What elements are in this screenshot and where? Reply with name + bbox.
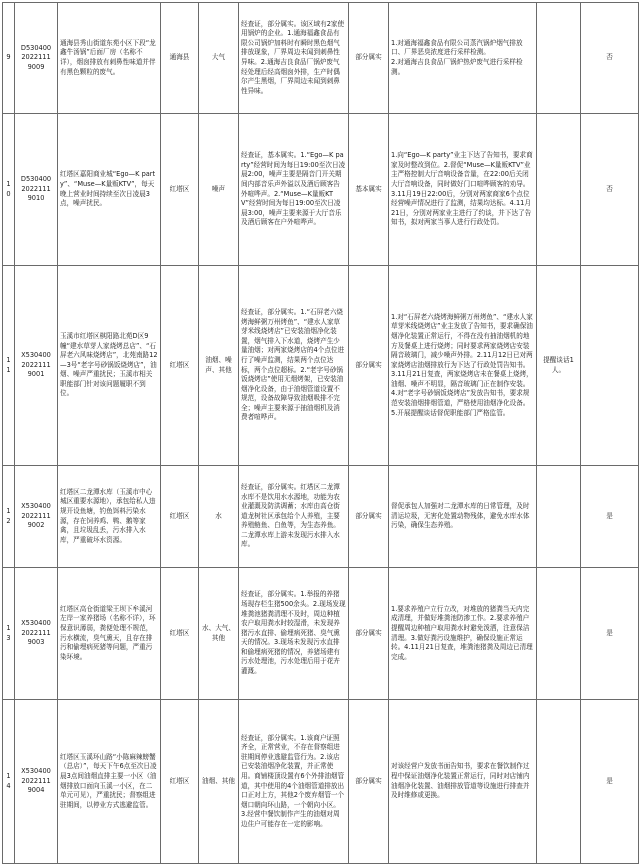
- row-number: 12: [3, 466, 15, 568]
- table-row: [3, 114, 639, 266]
- pollution-type: 噪声: [199, 114, 239, 266]
- investigation-result: 经查证，部分属实。1.举报的养猪场现存栏生猪500余头。2.现场发现堆粪池猪粪清理不及时，周边种植农户取用粪水时较湿滑，未发现养猪污水直排、偷埋病死猪、臭气熏天的情况。3.现场未发现污水直排和偷埋病死猪的情况，养猪场建有污水处理池，污水处理后用于花卉灌溉。: [239, 568, 349, 700]
- public-disclosure: 否: [581, 3, 639, 114]
- verification-status: 部分属实: [349, 3, 389, 114]
- verification-status: 部分属实: [349, 266, 389, 466]
- rectification-measures: 1.要求养殖户立行立改，对堆放的猪粪当天内完成清理，并做好堆粪池防渗工作。2.要求养殖户提醒周边种植户取用粪水时避免泼洒，注意保洁清理。3.做好粪污设施维护，确保设施正常运转。4.11月21日复查，堆粪池猪粪及周边已清理完成。: [389, 568, 537, 700]
- row-number: 11: [3, 266, 15, 466]
- complaint-description: 红塔区嘉阳商业城“Ego—K party”、“Muse—K量贩KTV”，每天晚上营业时间持续至次日凌晨3点，噪声扰民。: [58, 114, 161, 266]
- complaint-code: X530400 2022111 9004: [15, 700, 58, 864]
- verification-status: 部分属实: [349, 700, 389, 864]
- investigation-result: 经查证，部分属实。该区域有2家使用锅炉的企业。1.通海福鑫食品有限公司锅炉加料时有瞬时黑色烟气排放现象，厂界周边未闻到刺鼻性异味。2.通海吉良食品厂锅炉废气经处理后经高烟囱外排，生产时偶尔产生黑烟，厂界周边未闻到刺鼻性异味。: [239, 3, 349, 114]
- complaint-description: 通海县秀山街道东苑小区下段“龙鑫牛汤锅”后面厂房（名称不详），烟囱排放有刺鼻性味道并伴有黑色颗粒的废气。: [58, 3, 161, 114]
- accountability: [537, 114, 581, 266]
- pollution-type: 油烟、其他: [199, 700, 239, 864]
- public-disclosure: 是: [581, 568, 639, 700]
- district: 红塔区: [161, 568, 199, 700]
- pollution-type: 水、大气、其他: [199, 568, 239, 700]
- verification-status: 部分属实: [349, 466, 389, 568]
- complaint-table: [2, 2, 639, 864]
- complaint-code: X530400 2022111 9003: [15, 568, 58, 700]
- complaint-description: 红塔区玉溪环山路“小陈麻辣螃蟹（总店）”，每天下午6点至次日凌晨3点间油烟直排主要一小区（油烟排放口面向玉溪一小区，在二单元可见），严重扰民；督察组进驻期间，以停业方式逃避监管。: [58, 700, 161, 864]
- rectification-measures: 对该经营户发放书面告知书，要求在餐饮制作过程中保证油烟净化装置正常运行，同时对店铺内油烟净化装置、油烟排放管道等设施进行排查并及时维修或更换。: [389, 700, 537, 864]
- district: 红塔区: [161, 114, 199, 266]
- pollution-type: 油烟、噪声、其他: [199, 266, 239, 466]
- district: 通海县: [161, 3, 199, 114]
- pollution-type: 水: [199, 466, 239, 568]
- complaint-description: 红塔区高仓街道梁王坝下牟溪河左岸一家养猪场（名称不详），环保意识薄弱，粪便处理不规范，污水横流，臭气熏天，且存在排污和偷埋病死猪等问题，严重污染环境。: [58, 568, 161, 700]
- table-row: [3, 3, 639, 114]
- row-number: 10: [3, 114, 15, 266]
- verification-status: 部分属实: [349, 568, 389, 700]
- row-number: 9: [3, 3, 15, 114]
- district: 红塔区: [161, 466, 199, 568]
- complaint-code: D530400 2022111 9010: [15, 114, 58, 266]
- pollution-type: 大气: [199, 3, 239, 114]
- rectification-measures: 1.对“石屏老六烧烤海鲜粥万州烤鱼”、“建水人家草芽米线烧烤店”业主发放了告知书，要求确保油烟净化装置正常运行，不得在没有抽油烟机的地方及餐桌上进行烧烤；同时要求两家烧烤店安装隔音玻璃门，减少噪声外排。2.11月12日已对两家烧烤店油烟排放行为下达了行政处罚告知书。3.11月21日复查，两家烧烤店未在餐桌上烧烤，油烟、噪声不明显，隔音玻璃门正在制作安装。4.对“老字号砂锅饭烧烤店”发放告知书，要求规范安装油烟排烟管道，严格使用油烟净化设备。5.开展提醒谈话督促职能部门严格监管。: [389, 266, 537, 466]
- table-row: [3, 266, 639, 466]
- rectification-measures: 1.向“Ego—K party”业主下达了告知书，要求商家及时整改到位。2.督促“Muse—K量贩KTV”业主严格控制大厅音响设备音量，在22:00后关闭大厅音响设备，同时做好门口喧哗顾客的劝导。3.11月19日22:00后，分别对两家商家6个点位经营噪声情况进行了监测，结果均达标。4.11月21日，分别对两家业主进行了约谈，并下达了告知书，拟对两家当事人进行行政处罚。: [389, 114, 537, 266]
- public-disclosure: 否: [581, 114, 639, 266]
- accountability: 提醒谈话1人。: [537, 266, 581, 466]
- verification-status: 基本属实: [349, 114, 389, 266]
- complaint-description: 红塔区二龙潭水库（玉溪市中心城区重要水源地），承包给私人违规开设鱼塘，钓鱼饵料污染水源，存在饲养鸡、鸭、鹅等家禽，且垃圾乱丢，污水排入水库，严重破坏水资源。: [58, 466, 161, 568]
- accountability: [537, 466, 581, 568]
- table-row: [3, 700, 639, 864]
- complaint-code: X530400 2022111 9002: [15, 466, 58, 568]
- public-disclosure: [581, 266, 639, 466]
- investigation-result: 经查证，部分属实。1.该商户证照齐全，正常营业，不存在督察组进驻期间停业逃避监管行为。2.该店已安装油烟净化装置，并正常使用。商铺楼顶设置有6个外排油烟管道，其中使用的4个油烟管道排放出口正对上方，其他2个废弃烟管一个烟口朝向环山路，一个朝向小区。3.经营中餐饮制作产生的油烟对周边住户可能存在一定的影响。: [239, 700, 349, 864]
- complaint-code: D530400 2022111 9009: [15, 3, 58, 114]
- accountability: [537, 700, 581, 864]
- investigation-result: 经查证，部分属实。1.“石屏老六烧烤海鲜粥万州烤鱼”、“建水人家草芽米线烧烤店”已安装油烟净化装置，烟气排入下水道，烧烤产生少量油烟；对两家烧烤店的4个点位进行了噪声监测，结果两个点位达标，两个点位超标。2.“老字号砂锅饭烧烤店”使用无烟烤架，已安装油烟净化设备，由于油烟管道设置不规范，设备故障导致油烟吸排不完全；噪声主要来源于抽油烟机及消费者喧哗声。: [239, 266, 349, 466]
- rectification-measures: 督促承包人加强对二龙潭水库的日常管理，及时清运垃圾，无害化处置动物残体，避免水库水体污染，确保生态养殖。: [389, 466, 537, 568]
- accountability: [537, 3, 581, 114]
- row-number: 13: [3, 568, 15, 700]
- rectification-measures: 1.对通海福鑫食品有限公司蒸汽锅炉烟气排放口、厂界恶臭浓度进行采样检测。 2.对通海吉良食品厂锅炉热炉废气进行采样检测。: [389, 3, 537, 114]
- public-disclosure: 是: [581, 466, 639, 568]
- public-disclosure: 是: [581, 700, 639, 864]
- table-row: [3, 466, 639, 568]
- complaint-code: X530400 2022111 9001: [15, 266, 58, 466]
- investigation-result: 经查证，部分属实。红塔区二龙潭水库不是饮用水水源地，功能为农业灌溉及防洪调蓄；水库由高仓街道龙树社区承包给个人养殖，主要养殖鲢鱼、白鱼等，为生态养鱼。二龙潭水库上游未发现污水排入水库。: [239, 466, 349, 568]
- complaint-description: 玉溪市红塔区棋阳路北苑D区9幢“建水草芽人家烧烤总店”、“石屏老六风味烧烤店”，北苑南路12—3号“老字号砂锅饭烧烤店”，油烟、噪声严重扰民；玉溪市相关职能部门针对该问题履职不到位。: [58, 266, 161, 466]
- table-row: [3, 568, 639, 700]
- accountability: [537, 568, 581, 700]
- investigation-result: 经查证，基本属实。1.“Ego—K party”经营时间为每日19:00至次日凌晨2:00，噪声主要是隔音门开关期间内部音乐声外溢以及酒后顾客告外喧哗声。2.“Muse—K量贩KTV”经营时间为每日19:00至次日凌晨3:00，噪声主要来源于大厅音乐及酒后顾客在户外喧哗声。: [239, 114, 349, 266]
- row-number: 14: [3, 700, 15, 864]
- district: 红塔区: [161, 700, 199, 864]
- district: 红塔区: [161, 266, 199, 466]
